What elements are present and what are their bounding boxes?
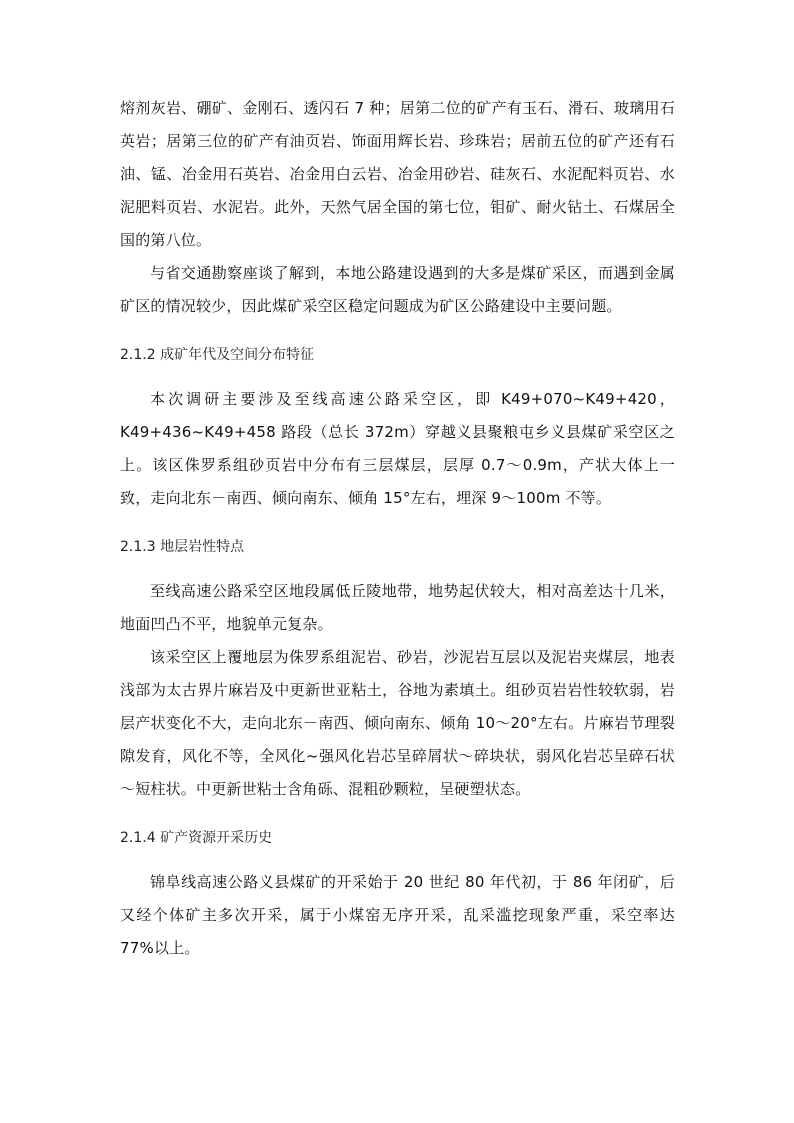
- document-page: [120, 92, 675, 965]
- body-paragraph: 熔剂灰岩、硼矿、金刚石、透闪石 7 种；居第二位的矿产有玉石、滑石、玻璃用石英岩；居第三位的矿产有油页岩、饰面用辉长岩、珍珠岩；居前五位的矿产还有石油、锰、冶金用石英岩、冶金用白云岩、冶金用砂岩、硅灰石、水泥配料页岩、水泥肥料页岩、水泥岩。此外，天然气居全国的第七位，钼矿、耐火钻土、石煤居全国的第八位。: [120, 99, 675, 249]
- body-paragraph: 本次调研主要涉及至线高速公路采空区，即 K49+070~K49+420，K49+436~K49+458 路段（总长 372m）穿越义县聚粮屯乡义县煤矿采空区之上。该区侏罗系组砂页岩中分布有三层煤层，层厚 0.7～0.9m，产状大体上一致，走向北东－南西、倾向南东、倾角 15°左右，埋深 9～100m 不等。: [120, 390, 675, 507]
- section-heading: 2.1.3 地层岩性特点: [120, 539, 245, 555]
- section-heading: 2.1.2 成矿年代及空间分布特征: [120, 347, 315, 363]
- body-paragraph: 至线高速公路采空区地段属低丘陵地带，地势起伏较大，相对高差达十几米，地面凹凸不平，地貌单元复杂。: [120, 582, 675, 633]
- section-heading: 2.1.4 矿产资源开采历史: [120, 830, 273, 846]
- body-paragraph: 锦阜线高速公路义县煤矿的开采始于 20 世纪 80 年代初，于 86 年闭矿，后又经个体矿主多次开采，属于小煤窑无序开采，乱采滥挖现象严重，采空率达 77%以上。: [120, 873, 675, 957]
- body-paragraph: 该采空区上覆地层为侏罗系组泥岩、砂岩，沙泥岩互层以及泥岩夹煤层，地表浅部为太古界片麻岩及中更新世亚粘土，谷地为素填土。组砂页岩岩性较软弱，岩层产状变化不大，走向北东－南西、倾向南东、倾角 10～20°左右。片麻岩节理裂隙发育，风化不等，全风化~强风化岩芯呈碎屑状～碎块状，弱风化岩芯呈碎石状～短柱状。中更新世粘士含角砾、混粗砂颗粒，呈硬塑状态。: [120, 648, 675, 798]
- body-paragraph: 与省交通勘察座谈了解到，本地公路建设遇到的大多是煤矿采区，而遇到金属矿区的情况较少，因此煤矿采空区稳定问题成为矿区公路建设中主要问题。: [120, 264, 675, 315]
